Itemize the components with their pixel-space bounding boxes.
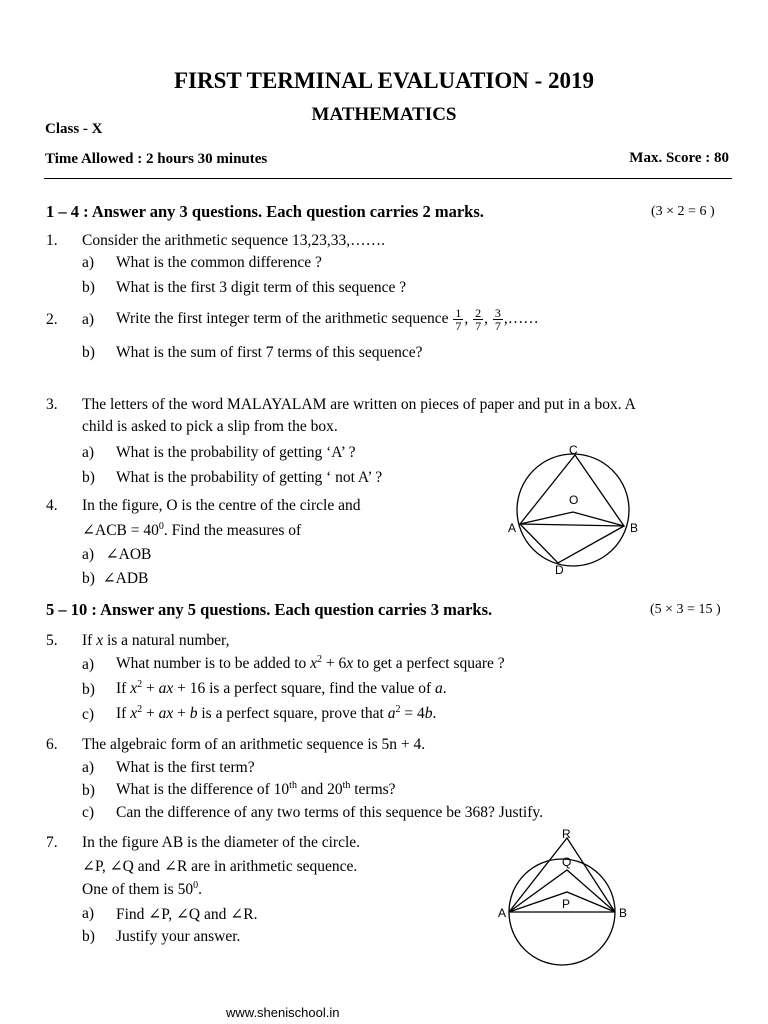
q7-line2: ∠P, ∠Q and ∠R are in arithmetic sequence. <box>82 858 358 875</box>
angle-symbol: ∠ <box>105 546 119 563</box>
q2-number: 2. <box>46 311 58 328</box>
q4b: b) ∠ADB <box>82 570 149 587</box>
q1b-label: b) <box>82 279 95 296</box>
q5b-label: b) <box>82 681 95 698</box>
fraction-2: $\frac{2}{7}$ <box>475 305 482 333</box>
q2a-text: Write the first integer term of the arithmetic sequence <box>116 310 449 327</box>
angle-symbol: ∠ <box>102 570 116 587</box>
q5b-text: If $x^2$ + ax + 16 is a perfect square, find the value of a. <box>116 679 447 698</box>
fraction-1: $\frac{1}{7}$ <box>455 305 462 333</box>
sequence-tail: ,…… <box>503 310 539 327</box>
label-b: B <box>619 906 628 920</box>
q4a: a) ∠AOB <box>82 546 152 563</box>
label-a: A <box>498 906 507 920</box>
q5a-text: What number is to be added to $x^2 + 6x$ to get a perfect square ? <box>116 654 505 673</box>
angle-symbol: ∠ <box>82 522 95 540</box>
label-a: A <box>508 521 517 535</box>
q6a-label: a) <box>82 759 95 776</box>
subject-title: MATHEMATICS <box>311 104 457 125</box>
label-q: Q <box>562 855 572 869</box>
q3b-text: What is the probability of getting ‘ not A’ ? <box>116 469 383 486</box>
header-divider <box>44 178 732 179</box>
q4-line2: ∠ACB = $40^0$. Find the measures of <box>82 521 302 540</box>
q6a-text: What is the first term? <box>116 759 255 776</box>
q7-line1: In the figure AB is the diameter of the circle. <box>82 834 361 851</box>
q6c-text: Can the difference of any two terms of this sequence be 368? Justify. <box>116 804 543 821</box>
section1-heading: 1 – 4 : Answer any 3 questions. Each question carries 2 marks. <box>46 202 484 221</box>
q3-line1: The letters of the word MALAYALAM are written on pieces of paper and put in a box. A <box>82 396 636 413</box>
q7-number: 7. <box>46 834 58 851</box>
q1b-text: What is the first 3 digit term of this sequence ? <box>116 279 407 296</box>
q6-number: 6. <box>46 736 58 753</box>
label-b: B <box>630 521 639 535</box>
circle-figure-1 <box>500 440 650 580</box>
q7a-label: a) <box>82 905 95 922</box>
q5-number: 5. <box>46 632 58 649</box>
circle-figure-2 <box>495 826 635 976</box>
q2a-label: a) <box>82 311 95 328</box>
q3b-label: b) <box>82 469 95 486</box>
exam-title: FIRST TERMINAL EVALUATION - 2019 <box>173 68 595 93</box>
q3a-label: a) <box>82 444 95 461</box>
fraction-3: $\frac{3}{7}$ <box>494 305 501 333</box>
q1a-label: a) <box>82 254 95 271</box>
q4-number: 4. <box>46 497 58 514</box>
label-d: D <box>555 563 564 577</box>
time-allowed: Time Allowed : 2 hours 30 minutes <box>45 151 268 167</box>
q3-line2: child is asked to pick a slip from the box. <box>82 418 338 435</box>
q6b-label: b) <box>82 782 95 799</box>
q5c-text: If $x^2$ + ax + b is a perfect square, prove that $a^2 = 4b$. <box>116 704 437 723</box>
q1-number: 1. <box>46 232 58 249</box>
q2b-label: b) <box>82 344 95 361</box>
q5c-label: c) <box>82 706 95 723</box>
q7a-text: Find ∠P, ∠Q and ∠R. <box>116 906 258 923</box>
q7b-label: b) <box>82 928 95 945</box>
section2-heading: 5 – 10 : Answer any 5 questions. Each question carries 3 marks. <box>46 600 493 619</box>
q3-number: 3. <box>46 396 58 413</box>
q7b-text: Justify your answer. <box>116 928 241 945</box>
section1-marks: (3 × 2 = 6 ) <box>651 204 715 219</box>
label-p: P <box>562 897 571 911</box>
q2a-line: Write the first integer term of the arithmetic sequence $\frac{1}{7}$ , $\frac{2}{7}$ , $\frac{3}{7}$ ,…… <box>116 305 539 333</box>
q6-text: The algebraic form of an arithmetic sequence is 5n + 4. <box>82 736 426 753</box>
label-c: C <box>569 443 578 457</box>
label-o: O <box>569 493 579 507</box>
footer-url[interactable]: www.shenischool.in <box>226 1005 340 1020</box>
q1a-text: What is the common difference ? <box>116 254 322 271</box>
max-score: Max. Score : 80 <box>629 150 729 166</box>
q5-text: If x is a natural number, <box>82 632 230 649</box>
q4-line1: In the figure, O is the centre of the circle and <box>82 497 361 514</box>
class-label: Class - X <box>45 121 103 137</box>
q7-line3: One of them is $50^0$. <box>82 880 202 899</box>
q2b-text: What is the sum of first 7 terms of this sequence? <box>116 344 423 361</box>
q1-text: Consider the arithmetic sequence 13,23,33,……. <box>82 232 386 249</box>
q6b-text: What is the difference of 10th and 20th terms? <box>116 780 396 799</box>
section2-marks: (5 × 3 = 15 ) <box>650 602 721 617</box>
q6c-label: c) <box>82 804 95 821</box>
q3a-text: What is the probability of getting ‘A’ ? <box>116 444 356 461</box>
label-r: R <box>562 827 571 841</box>
q5a-label: a) <box>82 656 95 673</box>
